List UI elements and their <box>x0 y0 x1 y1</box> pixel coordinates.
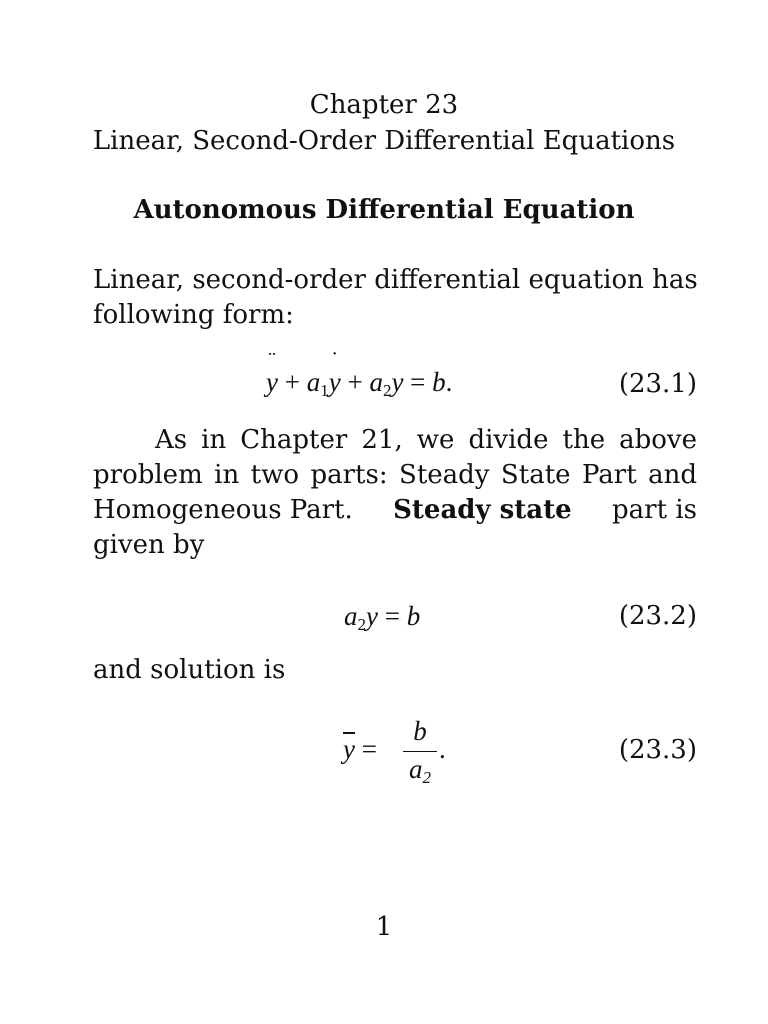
equation-number-23-2: (23.2) <box>618 601 697 631</box>
paragraph-line-2: problem in two parts: Steady State Part and <box>93 460 697 490</box>
paragraph-text: part is <box>612 495 697 525</box>
page-number: 1 <box>375 912 393 942</box>
equation-number-23-3: (23.3) <box>618 735 697 765</box>
bold-term-steady-state: Steady state <box>393 495 572 525</box>
paragraph-line-4: given by <box>93 530 205 560</box>
paragraph-text: Homogeneous Part. <box>93 495 353 525</box>
paragraph-line-3 <box>93 495 697 525</box>
chapter-title: Linear, Second-Order Differential Equations <box>92 126 676 156</box>
equation-23-3-lhs: $\overline{y}$ = <box>343 734 377 764</box>
solution-intro: and solution is <box>93 655 286 685</box>
equation-23-2: $a_2y = b$ <box>344 601 421 634</box>
paragraph-line-1: As in Chapter 21, we divide the above <box>155 425 697 455</box>
equation-number-23-1: (23.1) <box>618 369 697 399</box>
equation-23-1: y ¨ + $a_1y$ ˙ + $a_2y = b$. <box>266 347 453 400</box>
equation-23-3-fraction: b $a_2$ <box>403 716 437 785</box>
chapter-heading: Chapter 23 <box>309 90 459 120</box>
equation-23-3-period: . <box>439 734 446 764</box>
intro-line-1: Linear, second-order differential equation has <box>93 265 698 295</box>
section-heading: Autonomous Differential Equation <box>133 195 635 225</box>
intro-line-2: following form: <box>93 300 294 330</box>
